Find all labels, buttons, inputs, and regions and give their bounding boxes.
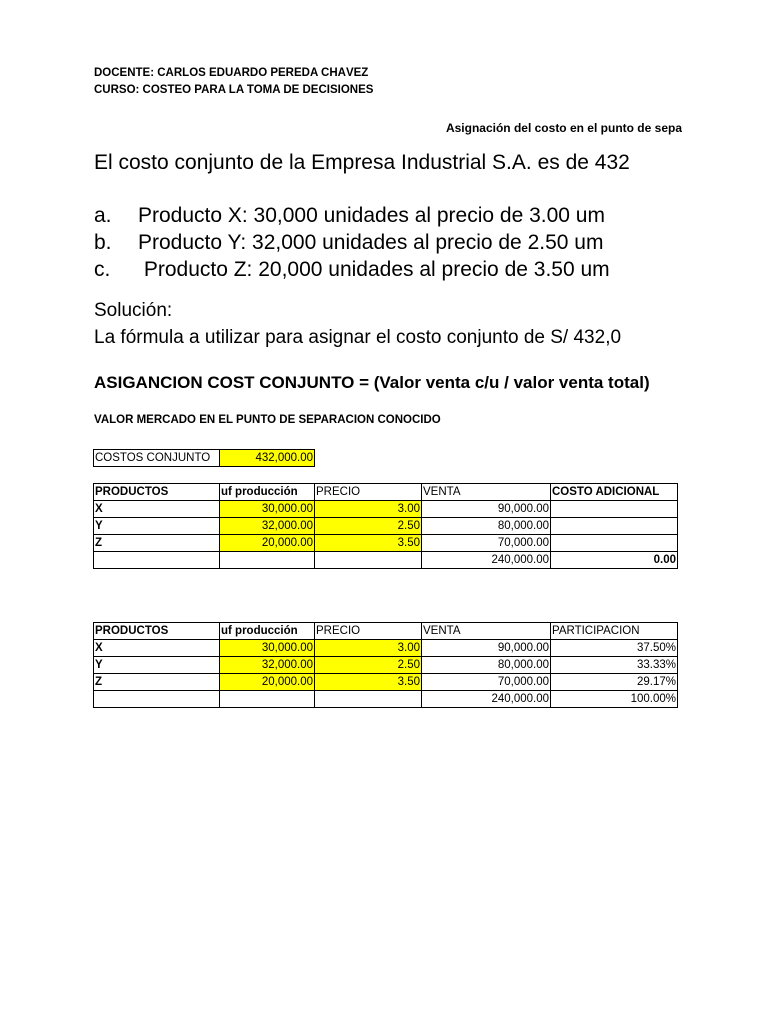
sales-cell: 80,000.00 bbox=[422, 518, 551, 535]
table-row bbox=[94, 674, 678, 691]
header-price: PRECIO bbox=[315, 484, 422, 501]
sales-table bbox=[93, 483, 678, 569]
product-cell: X bbox=[94, 501, 220, 518]
participation-cell: 29.17% bbox=[551, 674, 678, 691]
header-units: uf producción bbox=[220, 484, 315, 501]
total-empty-cell bbox=[220, 552, 315, 569]
joint-cost-table bbox=[93, 449, 315, 467]
total-participation-cell: 100.00% bbox=[551, 691, 678, 708]
formula-text: La fórmula a utilizar para asignar el costo conjunto de S/ 432,0 bbox=[94, 327, 622, 348]
joint-cost-value: 432,000.00 bbox=[220, 450, 315, 467]
participation-table bbox=[93, 622, 678, 708]
list-letter: c. bbox=[94, 258, 111, 281]
header-sales: VENTA bbox=[422, 484, 551, 501]
price-cell: 3.00 bbox=[315, 640, 422, 657]
price-cell: 3.50 bbox=[315, 674, 422, 691]
joint-cost-label: COSTOS CONJUNTO bbox=[94, 450, 220, 467]
price-cell: 2.50 bbox=[315, 518, 422, 535]
sales-cell: 70,000.00 bbox=[422, 535, 551, 552]
table-header-row bbox=[94, 484, 678, 501]
table-header-row bbox=[94, 623, 678, 640]
participation-cell: 37.50% bbox=[551, 640, 678, 657]
formula-title: ASIGANCION COST CONJUNTO = (Valor venta c/u / valor venta total) bbox=[94, 373, 650, 392]
header-products: PRODUCTOS bbox=[94, 484, 220, 501]
sales-cell: 90,000.00 bbox=[422, 640, 551, 657]
list-item bbox=[94, 202, 682, 229]
table-total-row bbox=[94, 552, 678, 569]
price-cell: 3.50 bbox=[315, 535, 422, 552]
list-text: Producto X: 30,000 unidades al precio de 3.00 um bbox=[138, 204, 605, 227]
additional-cost-cell bbox=[551, 501, 678, 518]
price-cell: 2.50 bbox=[315, 657, 422, 674]
header-additional-cost: COSTO ADICIONAL bbox=[551, 484, 678, 501]
product-cell: Z bbox=[94, 535, 220, 552]
product-cell: Y bbox=[94, 518, 220, 535]
product-cell: Z bbox=[94, 674, 220, 691]
section-title: VALOR MERCADO EN EL PUNTO DE SEPARACION CONOCIDO bbox=[94, 414, 441, 426]
solution-label: Solución: bbox=[94, 300, 173, 321]
total-sales-cell: 240,000.00 bbox=[422, 691, 551, 708]
product-cell: X bbox=[94, 640, 220, 657]
units-cell: 32,000.00 bbox=[220, 518, 315, 535]
header-units: uf producción bbox=[220, 623, 315, 640]
table-row bbox=[94, 657, 678, 674]
price-cell: 3.00 bbox=[315, 501, 422, 518]
total-empty-cell bbox=[220, 691, 315, 708]
table-row bbox=[94, 535, 678, 552]
sales-cell: 70,000.00 bbox=[422, 674, 551, 691]
list-letter: b. bbox=[94, 231, 112, 254]
teacher-line: DOCENTE: CARLOS EDUARDO PEREDA CHÁVEZ bbox=[94, 67, 369, 79]
table-row bbox=[94, 640, 678, 657]
total-empty-cell bbox=[315, 691, 422, 708]
list-letter: a. bbox=[94, 204, 112, 227]
list-item bbox=[94, 229, 682, 256]
document-subtitle: Asignación del costo en el punto de sepa bbox=[445, 121, 682, 135]
product-cell: Y bbox=[94, 657, 220, 674]
course-line: CURSO: COSTEO PARA LA TOMA DE DECISIONES bbox=[94, 84, 374, 96]
header-products: PRODUCTOS bbox=[94, 623, 220, 640]
units-cell: 20,000.00 bbox=[220, 674, 315, 691]
total-sales-cell: 240,000.00 bbox=[422, 552, 551, 569]
list-text: Producto Y: 32,000 unidades al precio de 2.50 um bbox=[138, 231, 604, 254]
units-cell: 32,000.00 bbox=[220, 657, 315, 674]
total-empty-cell bbox=[94, 552, 220, 569]
units-cell: 30,000.00 bbox=[220, 501, 315, 518]
header-participation: PARTICIPACION bbox=[551, 623, 678, 640]
table-total-row bbox=[94, 691, 678, 708]
intro-text: El costo conjunto de la Empresa Industrial S.A. es de 432 bbox=[94, 151, 630, 174]
additional-cost-cell bbox=[551, 518, 678, 535]
header-sales: VENTA bbox=[422, 623, 551, 640]
sales-cell: 80,000.00 bbox=[422, 657, 551, 674]
total-empty-cell bbox=[315, 552, 422, 569]
product-list bbox=[94, 202, 682, 283]
total-additional-cost-cell: 0.00 bbox=[551, 552, 678, 569]
additional-cost-cell bbox=[551, 535, 678, 552]
total-empty-cell bbox=[94, 691, 220, 708]
header-price: PRECIO bbox=[315, 623, 422, 640]
units-cell: 20,000.00 bbox=[220, 535, 315, 552]
sales-cell: 90,000.00 bbox=[422, 501, 551, 518]
units-cell: 30,000.00 bbox=[220, 640, 315, 657]
table-row bbox=[94, 518, 678, 535]
list-text: Producto Z: 20,000 unidades al precio de 3.50 um bbox=[138, 258, 610, 281]
table-row bbox=[94, 501, 678, 518]
list-item bbox=[94, 256, 682, 283]
participation-cell: 33.33% bbox=[551, 657, 678, 674]
